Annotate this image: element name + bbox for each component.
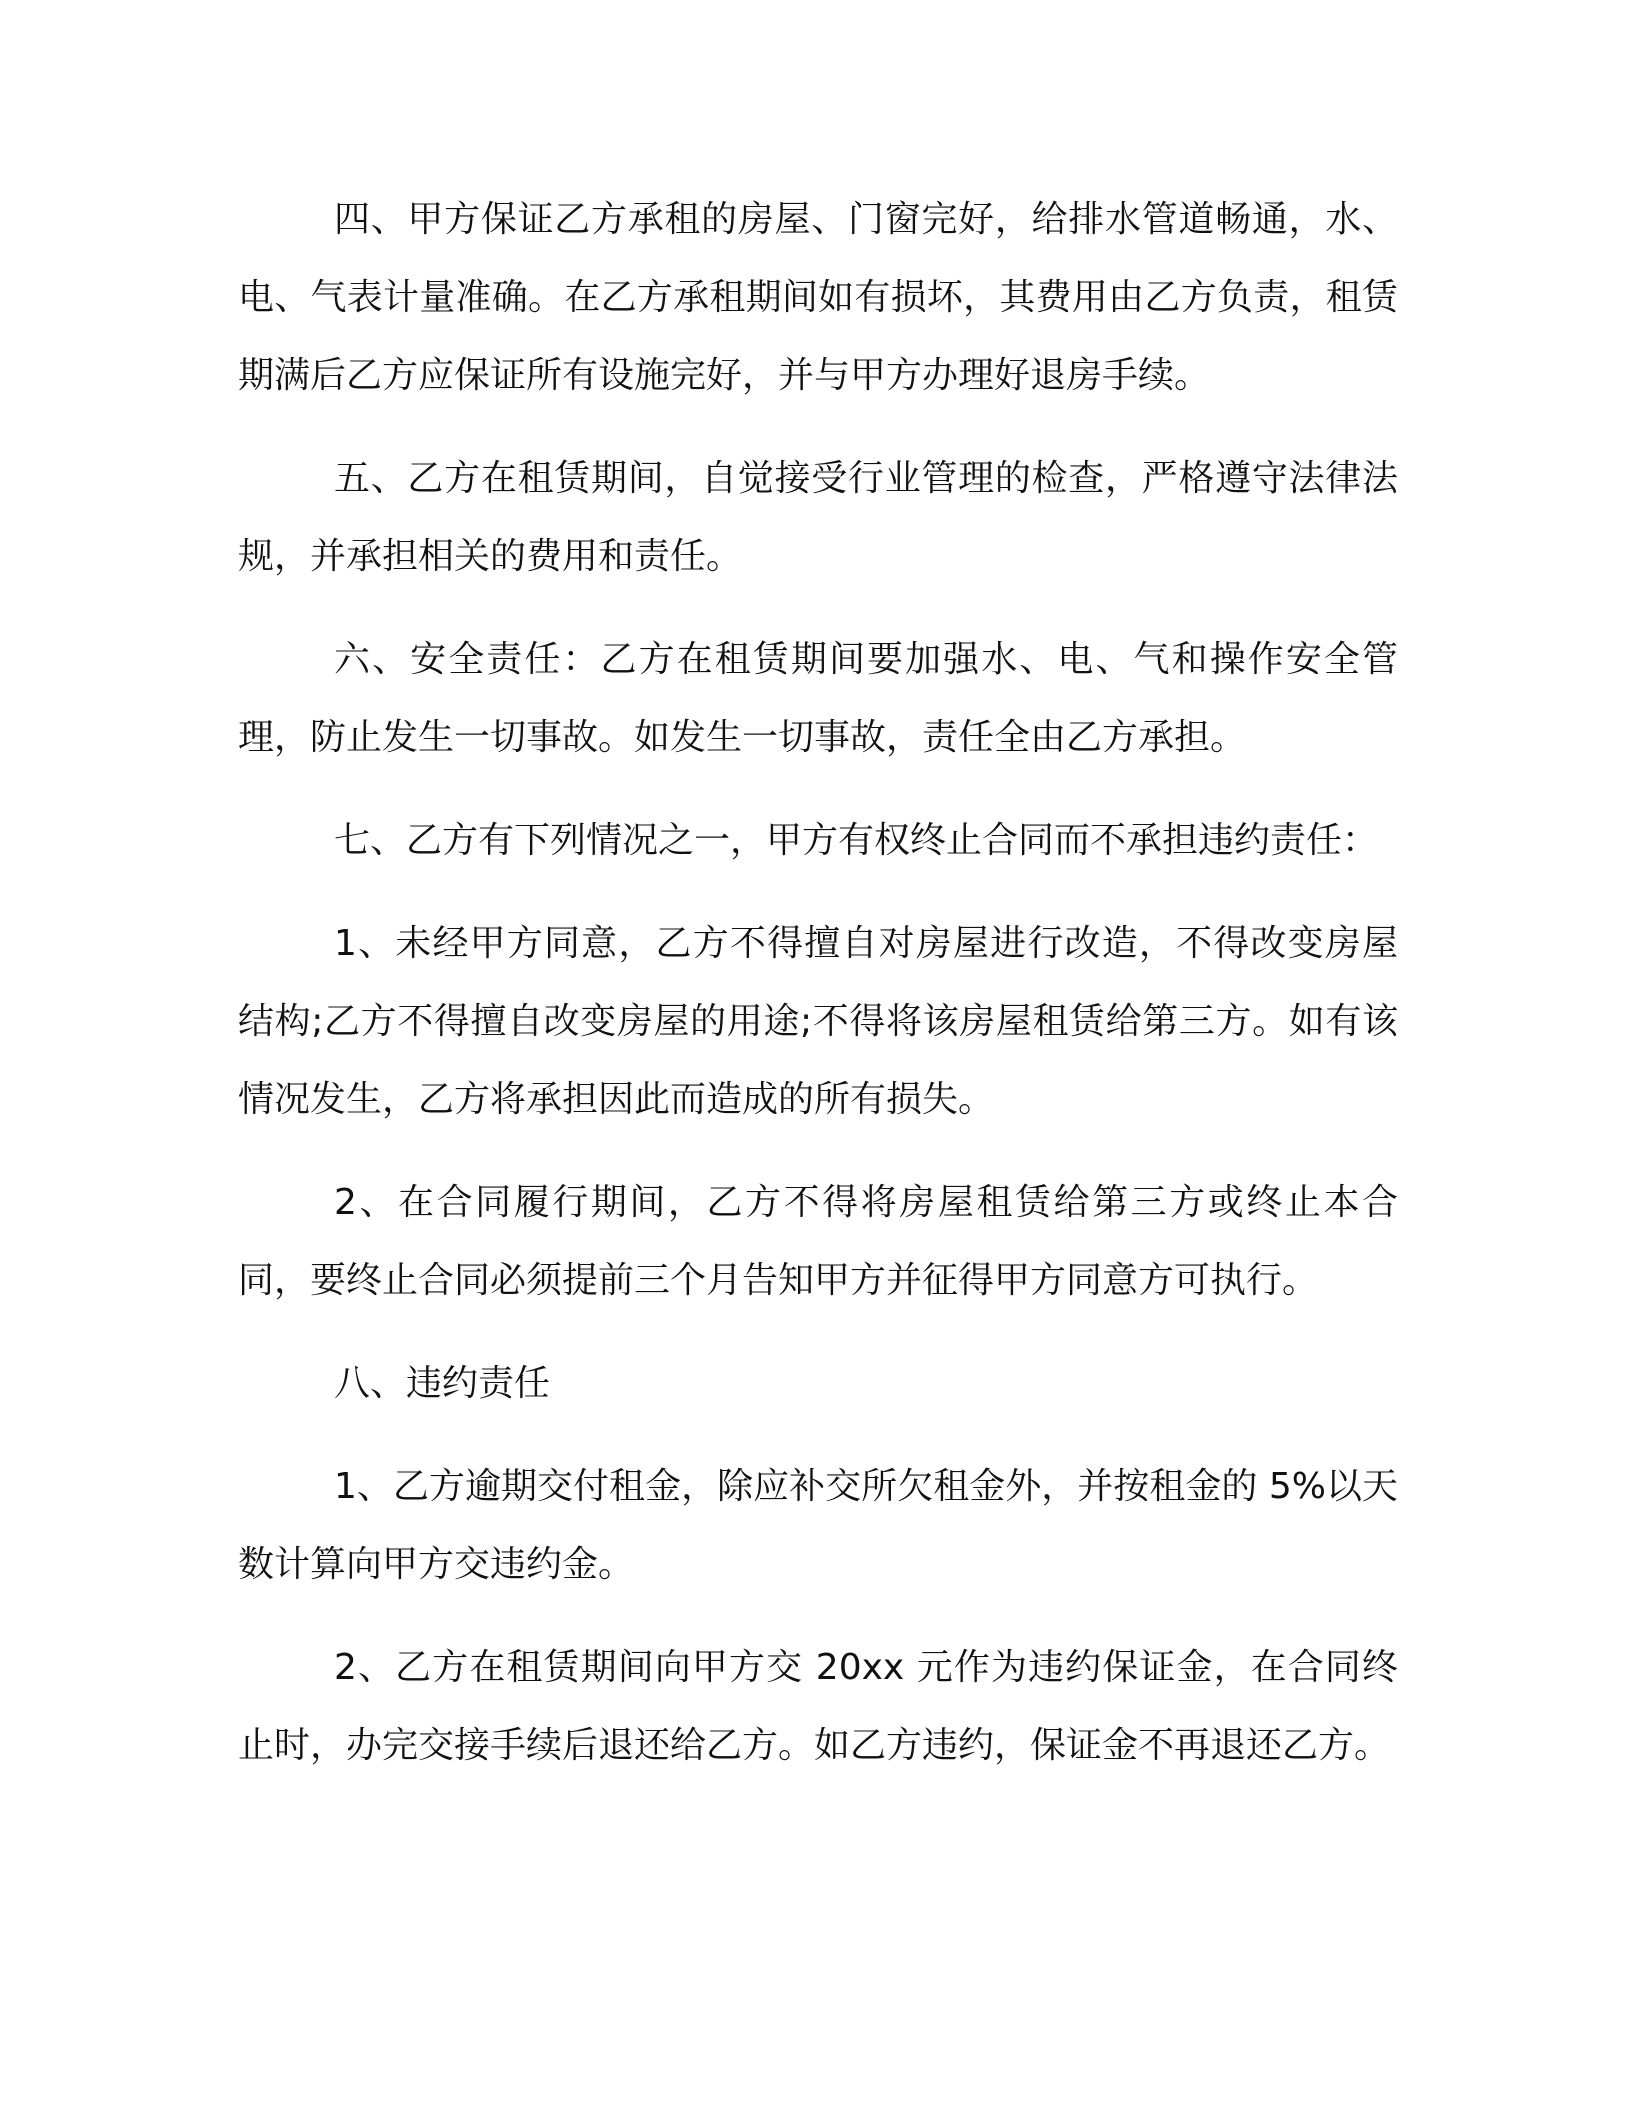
clause-7-item-1: 1、未经甲方同意，乙方不得擅自对房屋进行改造，不得改变房屋结构;乙方不得擅自改变房屋的用途;不得将该房屋租赁给第三方。如有该情况发生，乙方将承担因此而造成的所有损失。 [238,923,1398,1120]
clause-6-paragraph: 六、安全责任：乙方在租赁期间要加强水、电、气和操作安全管理，防止发生一切事故。如发生一切事故，责任全由乙方承担。 [238,639,1398,758]
clause-5-paragraph: 五、乙方在租赁期间，自觉接受行业管理的检查，严格遵守法律法规，并承担相关的费用和责任。 [238,458,1398,577]
clause-7-item-2: 2、在合同履行期间，乙方不得将房屋租赁给第三方或终止本合同，要终止合同必须提前三个月告知甲方并征得甲方同意方可执行。 [238,1182,1398,1301]
document-body [238,181,1398,1810]
clause-8-item-2: 2、乙方在租赁期间向甲方交 20xx 元作为违约保证金，在合同终止时，办完交接手续后退还给乙方。如乙方违约，保证金不再退还乙方。 [238,1647,1398,1766]
clause-8-heading: 八、违约责任 [334,1363,551,1404]
clause-8-item-1: 1、乙方逾期交付租金，除应补交所欠租金外，并按租金的 5%以天数计算向甲方交违约金。 [238,1466,1398,1585]
clause-4-paragraph: 四、甲方保证乙方承租的房屋、门窗完好，给排水管道畅通，水、电、气表计量准确。在乙方承租期间如有损坏，其费用由乙方负责，租赁期满后乙方应保证所有设施完好，并与甲方办理好退房手续。 [238,199,1398,396]
clause-7-heading: 七、乙方有下列情况之一，甲方有权终止合同而不承担违约责任： [334,820,1379,861]
